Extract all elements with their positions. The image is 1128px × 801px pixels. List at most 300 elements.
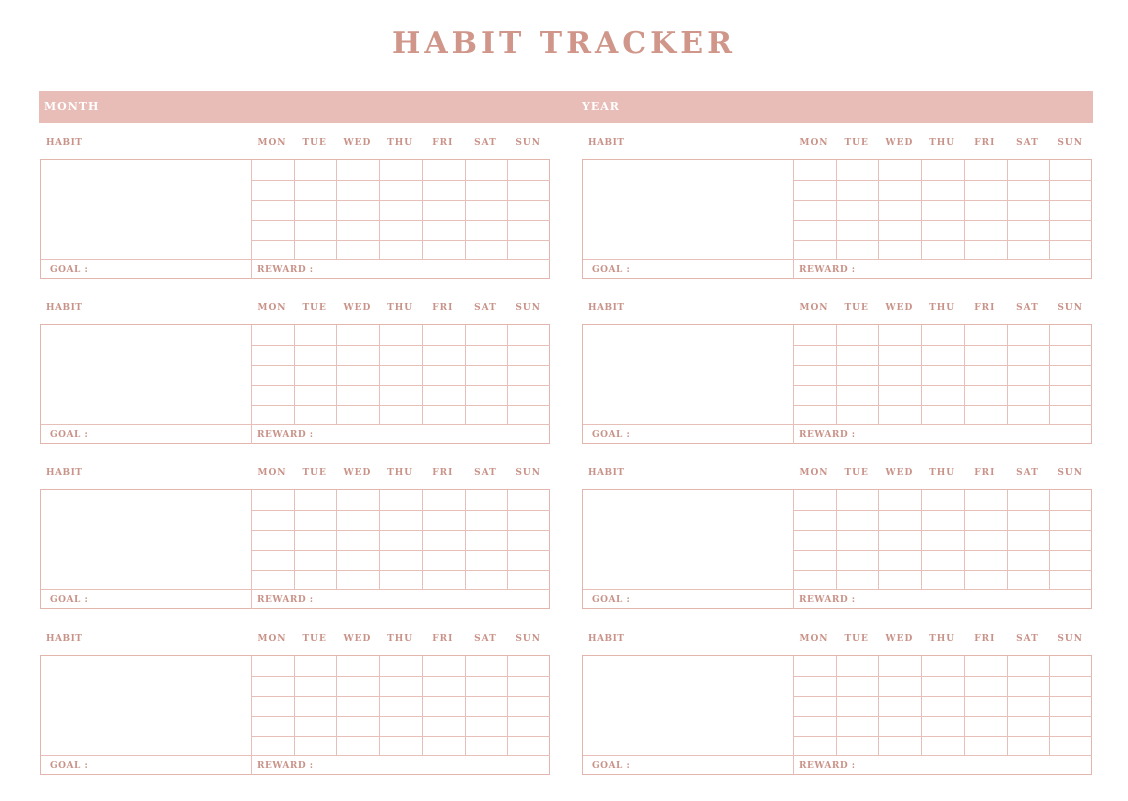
day-label: SAT	[1016, 634, 1039, 644]
day-checkbox-cell[interactable]	[794, 200, 836, 219]
day-checkbox-cell[interactable]	[295, 240, 337, 259]
day-checkbox-cell[interactable]	[380, 325, 422, 344]
day-checkbox-cell[interactable]	[879, 405, 921, 424]
day-checkbox-cell[interactable]	[295, 345, 337, 364]
day-checkbox-cell[interactable]	[252, 365, 294, 384]
day-checkbox-cell[interactable]	[965, 656, 1007, 675]
day-checkbox-cell[interactable]	[794, 365, 836, 384]
day-checkbox-cell[interactable]	[1008, 405, 1050, 424]
day-checkbox-cell[interactable]	[380, 200, 422, 219]
day-checkbox-cell[interactable]	[879, 180, 921, 199]
day-checkbox-cell[interactable]	[337, 696, 379, 715]
day-checkbox-cell[interactable]	[922, 200, 964, 219]
day-checkbox-cell[interactable]	[295, 220, 337, 239]
day-checkbox-cell[interactable]	[794, 550, 836, 569]
day-checkbox-cell[interactable]	[508, 570, 550, 589]
day-checkbox-cell[interactable]	[380, 385, 422, 404]
day-checkbox-cell[interactable]	[252, 160, 294, 179]
day-checkbox-cell[interactable]	[837, 656, 879, 675]
day-checkbox-cell[interactable]	[508, 200, 550, 219]
day-checkbox-cell[interactable]	[965, 736, 1007, 755]
day-checkbox-cell[interactable]	[508, 530, 550, 549]
day-checkbox-cell[interactable]	[508, 736, 550, 755]
day-checkbox-cell[interactable]	[295, 656, 337, 675]
day-checkbox-cell[interactable]	[423, 200, 465, 219]
day-checkbox-cell[interactable]	[965, 365, 1007, 384]
day-checkbox-cell[interactable]	[295, 490, 337, 509]
day-checkbox-cell[interactable]	[965, 676, 1007, 695]
day-checkbox-cell[interactable]	[1050, 570, 1092, 589]
day-checkbox-cell[interactable]	[794, 676, 836, 695]
day-checkbox-cell[interactable]	[466, 240, 508, 259]
day-checkbox-cell[interactable]	[466, 365, 508, 384]
habit-name-cell[interactable]	[583, 656, 793, 756]
day-checkbox-cell[interactable]	[466, 345, 508, 364]
day-checkbox-cell[interactable]	[295, 676, 337, 695]
day-checkbox-cell[interactable]	[965, 200, 1007, 219]
grid-line	[41, 589, 550, 590]
day-checkbox-cell[interactable]	[295, 716, 337, 735]
day-checkbox-cell[interactable]	[508, 490, 550, 509]
day-checkbox-cell[interactable]	[879, 676, 921, 695]
day-checkbox-cell[interactable]	[1008, 365, 1050, 384]
day-checkbox-cell[interactable]	[965, 510, 1007, 529]
day-checkbox-cell[interactable]	[837, 530, 879, 549]
day-checkbox-cell[interactable]	[423, 550, 465, 569]
day-checkbox-cell[interactable]	[295, 160, 337, 179]
day-checkbox-cell[interactable]	[337, 385, 379, 404]
day-checkbox-cell[interactable]	[837, 676, 879, 695]
day-checkbox-cell[interactable]	[380, 490, 422, 509]
day-checkbox-cell[interactable]	[337, 180, 379, 199]
day-checkbox-cell[interactable]	[1008, 550, 1050, 569]
day-checkbox-cell[interactable]	[295, 180, 337, 199]
day-checkbox-cell[interactable]	[1008, 220, 1050, 239]
day-checkbox-cell[interactable]	[466, 510, 508, 529]
day-checkbox-cell[interactable]	[794, 220, 836, 239]
day-checkbox-cell[interactable]	[837, 365, 879, 384]
day-checkbox-cell[interactable]	[508, 220, 550, 239]
day-checkbox-cell[interactable]	[466, 160, 508, 179]
day-checkbox-cell[interactable]	[380, 696, 422, 715]
day-checkbox-cell[interactable]	[1008, 676, 1050, 695]
day-checkbox-cell[interactable]	[794, 716, 836, 735]
day-checkbox-cell[interactable]	[879, 385, 921, 404]
day-checkbox-cell[interactable]	[380, 716, 422, 735]
day-checkbox-cell[interactable]	[508, 716, 550, 735]
day-checkbox-cell[interactable]	[965, 550, 1007, 569]
day-checkbox-cell[interactable]	[337, 405, 379, 424]
day-checkbox-cell[interactable]	[423, 716, 465, 735]
day-checkbox-cell[interactable]	[965, 405, 1007, 424]
day-checkbox-cell[interactable]	[837, 180, 879, 199]
day-checkbox-cell[interactable]	[380, 656, 422, 675]
day-checkbox-cell[interactable]	[794, 510, 836, 529]
day-checkbox-cell[interactable]	[380, 570, 422, 589]
day-checkbox-cell[interactable]	[794, 345, 836, 364]
day-checkbox-cell[interactable]	[466, 736, 508, 755]
day-checkbox-cell[interactable]	[337, 160, 379, 179]
day-checkbox-cell[interactable]	[922, 550, 964, 569]
day-checkbox-cell[interactable]	[252, 510, 294, 529]
day-checkbox-cell[interactable]	[1008, 240, 1050, 259]
day-checkbox-cell[interactable]	[295, 325, 337, 344]
day-checkbox-cell[interactable]	[837, 385, 879, 404]
day-checkbox-cell[interactable]	[922, 405, 964, 424]
day-checkbox-cell[interactable]	[295, 696, 337, 715]
day-checkbox-cell[interactable]	[508, 656, 550, 675]
day-checkbox-cell[interactable]	[837, 550, 879, 569]
day-checkbox-cell[interactable]	[423, 510, 465, 529]
day-checkbox-cell[interactable]	[508, 385, 550, 404]
day-checkbox-cell[interactable]	[337, 240, 379, 259]
day-checkbox-cell[interactable]	[337, 325, 379, 344]
day-checkbox-cell[interactable]	[252, 345, 294, 364]
day-checkbox-cell[interactable]	[337, 656, 379, 675]
day-checkbox-cell[interactable]	[337, 510, 379, 529]
day-checkbox-cell[interactable]	[1050, 325, 1092, 344]
day-checkbox-cell[interactable]	[295, 530, 337, 549]
day-checkbox-cell[interactable]	[252, 220, 294, 239]
day-checkbox-cell[interactable]	[794, 405, 836, 424]
day-checkbox-cell[interactable]	[252, 530, 294, 549]
day-checkbox-cell[interactable]	[380, 240, 422, 259]
habit-name-cell[interactable]	[583, 325, 793, 425]
day-checkbox-cell[interactable]	[965, 696, 1007, 715]
day-checkbox-cell[interactable]	[252, 696, 294, 715]
day-checkbox-cell[interactable]	[423, 220, 465, 239]
day-checkbox-cell[interactable]	[1008, 325, 1050, 344]
day-checkbox-cell[interactable]	[879, 365, 921, 384]
day-checkbox-cell[interactable]	[1008, 530, 1050, 549]
day-checkbox-cell[interactable]	[337, 550, 379, 569]
day-checkbox-cell[interactable]	[380, 160, 422, 179]
day-checkbox-cell[interactable]	[466, 696, 508, 715]
day-checkbox-cell[interactable]	[252, 736, 294, 755]
day-checkbox-cell[interactable]	[1008, 716, 1050, 735]
day-checkbox-cell[interactable]	[423, 365, 465, 384]
day-checkbox-cell[interactable]	[837, 220, 879, 239]
day-checkbox-cell[interactable]	[466, 180, 508, 199]
day-checkbox-cell[interactable]	[794, 656, 836, 675]
day-checkbox-cell[interactable]	[922, 160, 964, 179]
day-checkbox-cell[interactable]	[922, 345, 964, 364]
day-checkbox-cell[interactable]	[879, 570, 921, 589]
day-checkbox-cell[interactable]	[1050, 160, 1092, 179]
day-checkbox-cell[interactable]	[295, 385, 337, 404]
day-checkbox-cell[interactable]	[922, 490, 964, 509]
day-checkbox-cell[interactable]	[295, 570, 337, 589]
day-checkbox-cell[interactable]	[423, 656, 465, 675]
day-checkbox-cell[interactable]	[837, 696, 879, 715]
habit-label: HABIT	[46, 634, 83, 644]
day-checkbox-cell[interactable]	[466, 325, 508, 344]
day-checkbox-cell[interactable]	[837, 716, 879, 735]
day-checkbox-cell[interactable]	[423, 490, 465, 509]
day-checkbox-cell[interactable]	[1008, 510, 1050, 529]
day-checkbox-cell[interactable]	[1050, 200, 1092, 219]
day-checkbox-cell[interactable]	[1050, 716, 1092, 735]
day-checkbox-cell[interactable]	[879, 490, 921, 509]
day-checkbox-cell[interactable]	[794, 570, 836, 589]
day-checkbox-cell[interactable]	[337, 490, 379, 509]
day-checkbox-cell[interactable]	[423, 385, 465, 404]
day-checkbox-cell[interactable]	[879, 325, 921, 344]
day-checkbox-cell[interactable]	[1008, 656, 1050, 675]
day-checkbox-cell[interactable]	[380, 510, 422, 529]
day-checkbox-cell[interactable]	[922, 325, 964, 344]
day-checkbox-cell[interactable]	[337, 676, 379, 695]
day-checkbox-cell[interactable]	[1050, 180, 1092, 199]
day-checkbox-cell[interactable]	[1050, 656, 1092, 675]
day-checkbox-cell[interactable]	[380, 365, 422, 384]
day-checkbox-cell[interactable]	[794, 180, 836, 199]
day-checkbox-cell[interactable]	[423, 696, 465, 715]
day-checkbox-cell[interactable]	[423, 240, 465, 259]
day-checkbox-cell[interactable]	[837, 240, 879, 259]
day-checkbox-cell[interactable]	[922, 510, 964, 529]
day-checkbox-cell[interactable]	[380, 550, 422, 569]
day-checkbox-cell[interactable]	[337, 365, 379, 384]
day-checkbox-cell[interactable]	[508, 696, 550, 715]
day-checkbox-cell[interactable]	[837, 200, 879, 219]
day-checkbox-cell[interactable]	[837, 736, 879, 755]
day-checkbox-cell[interactable]	[1050, 510, 1092, 529]
day-checkbox-cell[interactable]	[965, 570, 1007, 589]
day-label: SUN	[515, 634, 541, 644]
day-checkbox-cell[interactable]	[837, 345, 879, 364]
day-checkbox-cell[interactable]	[508, 345, 550, 364]
day-checkbox-cell[interactable]	[252, 405, 294, 424]
day-checkbox-cell[interactable]	[965, 385, 1007, 404]
day-checkbox-cell[interactable]	[1050, 220, 1092, 239]
day-checkbox-cell[interactable]	[295, 200, 337, 219]
day-checkbox-cell[interactable]	[466, 676, 508, 695]
day-checkbox-cell[interactable]	[337, 530, 379, 549]
day-checkbox-cell[interactable]	[1050, 696, 1092, 715]
day-checkbox-cell[interactable]	[508, 325, 550, 344]
habit-name-cell[interactable]	[41, 490, 251, 590]
day-checkbox-cell[interactable]	[879, 696, 921, 715]
day-checkbox-cell[interactable]	[794, 240, 836, 259]
day-checkbox-cell[interactable]	[508, 160, 550, 179]
day-checkbox-cell[interactable]	[252, 200, 294, 219]
day-checkbox-cell[interactable]	[1008, 160, 1050, 179]
day-checkbox-cell[interactable]	[252, 676, 294, 695]
day-checkbox-cell[interactable]	[1050, 550, 1092, 569]
habit-name-cell[interactable]	[583, 490, 793, 590]
day-checkbox-cell[interactable]	[508, 676, 550, 695]
day-checkbox-cell[interactable]	[879, 656, 921, 675]
day-checkbox-cell[interactable]	[922, 716, 964, 735]
day-checkbox-cell[interactable]	[295, 510, 337, 529]
day-checkbox-cell[interactable]	[380, 345, 422, 364]
day-checkbox-cell[interactable]	[380, 736, 422, 755]
day-checkbox-cell[interactable]	[466, 570, 508, 589]
day-checkbox-cell[interactable]	[508, 240, 550, 259]
day-checkbox-cell[interactable]	[423, 325, 465, 344]
day-checkbox-cell[interactable]	[508, 365, 550, 384]
day-checkbox-cell[interactable]	[837, 160, 879, 179]
day-checkbox-cell[interactable]	[965, 180, 1007, 199]
day-checkbox-cell[interactable]	[922, 240, 964, 259]
day-checkbox-cell[interactable]	[508, 405, 550, 424]
day-checkbox-cell[interactable]	[794, 385, 836, 404]
day-checkbox-cell[interactable]	[423, 345, 465, 364]
day-checkbox-cell[interactable]	[879, 200, 921, 219]
habit-label: HABIT	[46, 138, 83, 148]
block-header	[582, 298, 1092, 316]
day-checkbox-cell[interactable]	[337, 736, 379, 755]
day-checkbox-cell[interactable]	[837, 510, 879, 529]
day-checkbox-cell[interactable]	[922, 570, 964, 589]
day-checkbox-cell[interactable]	[252, 180, 294, 199]
day-checkbox-cell[interactable]	[794, 160, 836, 179]
day-checkbox-cell[interactable]	[965, 325, 1007, 344]
day-checkbox-cell[interactable]	[295, 736, 337, 755]
day-checkbox-cell[interactable]	[794, 325, 836, 344]
goal-label: GOAL :	[592, 595, 631, 605]
day-checkbox-cell[interactable]	[879, 736, 921, 755]
habit-name-cell[interactable]	[41, 325, 251, 425]
day-checkbox-cell[interactable]	[879, 160, 921, 179]
day-checkbox-cell[interactable]	[252, 716, 294, 735]
day-checkbox-cell[interactable]	[837, 405, 879, 424]
day-checkbox-cell[interactable]	[295, 550, 337, 569]
reward-label: REWARD :	[799, 430, 856, 440]
day-checkbox-cell[interactable]	[1050, 490, 1092, 509]
day-checkbox-cell[interactable]	[252, 385, 294, 404]
day-checkbox-cell[interactable]	[466, 385, 508, 404]
day-checkbox-cell[interactable]	[252, 570, 294, 589]
day-checkbox-cell[interactable]	[1050, 345, 1092, 364]
day-checkbox-cell[interactable]	[252, 490, 294, 509]
day-checkbox-cell[interactable]	[837, 490, 879, 509]
day-checkbox-cell[interactable]	[380, 220, 422, 239]
habit-name-cell[interactable]	[583, 160, 793, 260]
day-checkbox-cell[interactable]	[423, 180, 465, 199]
day-checkbox-cell[interactable]	[1008, 180, 1050, 199]
day-checkbox-cell[interactable]	[466, 220, 508, 239]
day-checkbox-cell[interactable]	[1050, 365, 1092, 384]
day-checkbox-cell[interactable]	[1050, 240, 1092, 259]
day-checkbox-cell[interactable]	[1050, 676, 1092, 695]
day-checkbox-cell[interactable]	[1050, 385, 1092, 404]
day-checkbox-cell[interactable]	[879, 220, 921, 239]
day-checkbox-cell[interactable]	[837, 325, 879, 344]
day-checkbox-cell[interactable]	[252, 325, 294, 344]
day-checkbox-cell[interactable]	[337, 570, 379, 589]
day-checkbox-cell[interactable]	[423, 530, 465, 549]
day-checkbox-cell[interactable]	[466, 200, 508, 219]
day-checkbox-cell[interactable]	[922, 676, 964, 695]
day-checkbox-cell[interactable]	[879, 240, 921, 259]
day-checkbox-cell[interactable]	[466, 405, 508, 424]
day-checkbox-cell[interactable]	[922, 530, 964, 549]
day-checkbox-cell[interactable]	[922, 180, 964, 199]
day-checkbox-cell[interactable]	[879, 530, 921, 549]
day-checkbox-cell[interactable]	[337, 220, 379, 239]
day-checkbox-cell[interactable]	[380, 405, 422, 424]
day-checkbox-cell[interactable]	[837, 570, 879, 589]
day-checkbox-cell[interactable]	[1008, 490, 1050, 509]
day-checkbox-cell[interactable]	[879, 550, 921, 569]
day-checkbox-cell[interactable]	[466, 530, 508, 549]
day-checkbox-cell[interactable]	[423, 736, 465, 755]
day-checkbox-cell[interactable]	[922, 385, 964, 404]
day-checkbox-cell[interactable]	[965, 716, 1007, 735]
day-checkbox-cell[interactable]	[1008, 385, 1050, 404]
day-checkbox-cell[interactable]	[337, 716, 379, 735]
day-checkbox-cell[interactable]	[423, 570, 465, 589]
habit-label: HABIT	[46, 303, 83, 313]
day-checkbox-cell[interactable]	[466, 490, 508, 509]
day-checkbox-cell[interactable]	[879, 716, 921, 735]
habit-name-cell[interactable]	[41, 656, 251, 756]
day-checkbox-cell[interactable]	[794, 530, 836, 549]
day-checkbox-cell[interactable]	[380, 676, 422, 695]
day-checkbox-cell[interactable]	[1050, 530, 1092, 549]
day-checkbox-cell[interactable]	[466, 716, 508, 735]
day-checkbox-cell[interactable]	[380, 530, 422, 549]
day-checkbox-cell[interactable]	[922, 736, 964, 755]
day-checkbox-cell[interactable]	[337, 200, 379, 219]
day-checkbox-cell[interactable]	[922, 220, 964, 239]
day-checkbox-cell[interactable]	[965, 345, 1007, 364]
day-checkbox-cell[interactable]	[1050, 405, 1092, 424]
day-checkbox-cell[interactable]	[1008, 200, 1050, 219]
day-checkbox-cell[interactable]	[1008, 696, 1050, 715]
day-checkbox-cell[interactable]	[466, 656, 508, 675]
habit-label: HABIT	[588, 303, 625, 313]
day-checkbox-cell[interactable]	[794, 736, 836, 755]
day-label: TUE	[302, 634, 327, 644]
day-checkbox-cell[interactable]	[423, 160, 465, 179]
day-checkbox-cell[interactable]	[295, 365, 337, 384]
habit-name-cell[interactable]	[41, 160, 251, 260]
day-checkbox-cell[interactable]	[295, 405, 337, 424]
day-checkbox-cell[interactable]	[922, 696, 964, 715]
day-checkbox-cell[interactable]	[423, 676, 465, 695]
day-checkbox-cell[interactable]	[794, 696, 836, 715]
day-checkbox-cell[interactable]	[508, 180, 550, 199]
day-checkbox-cell[interactable]	[508, 510, 550, 529]
day-checkbox-cell[interactable]	[879, 510, 921, 529]
day-checkbox-cell[interactable]	[252, 656, 294, 675]
day-checkbox-cell[interactable]	[879, 345, 921, 364]
day-checkbox-cell[interactable]	[922, 656, 964, 675]
day-checkbox-cell[interactable]	[1008, 736, 1050, 755]
day-checkbox-cell[interactable]	[965, 240, 1007, 259]
day-checkbox-cell[interactable]	[1008, 570, 1050, 589]
day-checkbox-cell[interactable]	[423, 405, 465, 424]
day-checkbox-cell[interactable]	[1050, 736, 1092, 755]
day-checkbox-cell[interactable]	[337, 345, 379, 364]
day-checkbox-cell[interactable]	[965, 160, 1007, 179]
day-checkbox-cell[interactable]	[508, 550, 550, 569]
day-checkbox-cell[interactable]	[466, 550, 508, 569]
day-checkbox-cell[interactable]	[922, 365, 964, 384]
day-checkbox-cell[interactable]	[794, 490, 836, 509]
day-checkbox-cell[interactable]	[965, 220, 1007, 239]
day-checkbox-cell[interactable]	[252, 240, 294, 259]
day-checkbox-cell[interactable]	[965, 530, 1007, 549]
day-checkbox-cell[interactable]	[965, 490, 1007, 509]
day-checkbox-cell[interactable]	[1008, 345, 1050, 364]
day-checkbox-cell[interactable]	[380, 180, 422, 199]
day-label: WED	[885, 303, 914, 313]
day-checkbox-cell[interactable]	[252, 550, 294, 569]
